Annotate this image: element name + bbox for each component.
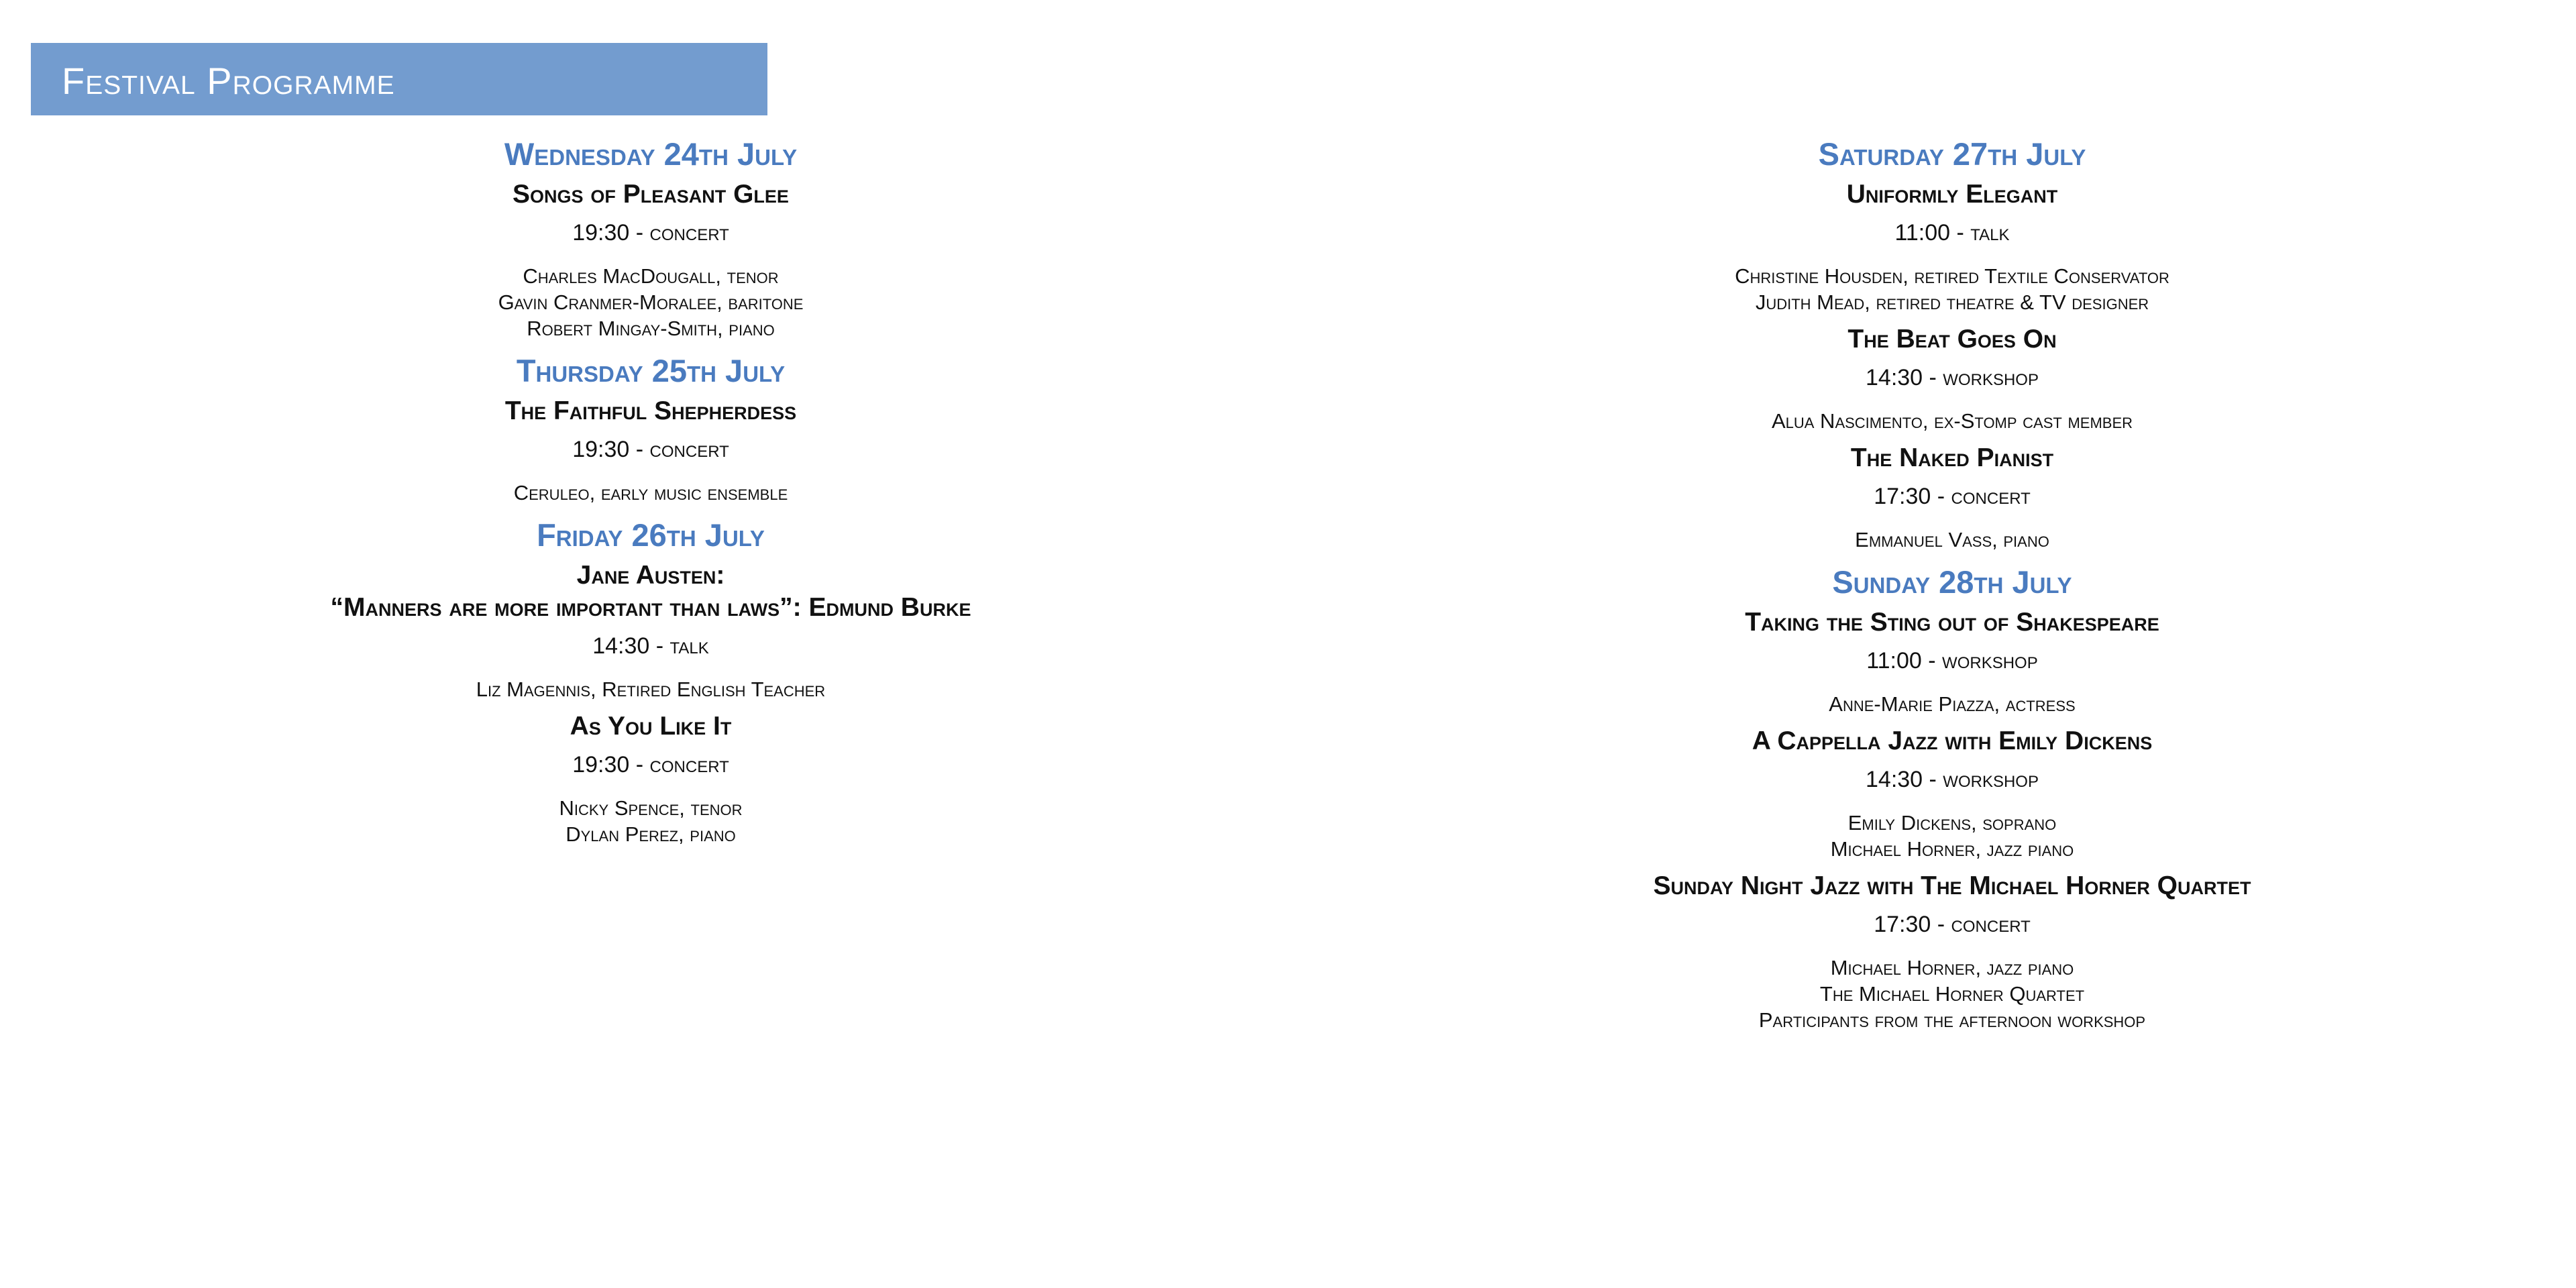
performer-line: Michael Horner, jazz piano bbox=[1830, 837, 2074, 861]
event-title bbox=[1610, 178, 2294, 211]
performer-list bbox=[309, 480, 993, 506]
event-entry bbox=[1610, 606, 2294, 717]
event-time: 11:00 - talk bbox=[1894, 220, 2010, 246]
performer-line: Christine Housden, retired Textile Conservator bbox=[1735, 264, 2169, 288]
event-entry bbox=[1610, 323, 2294, 434]
event-title-line: Taking the Sting out of Shakespeare bbox=[1745, 608, 2159, 637]
event-title-line: “Manners are more important than laws”: Edmund Burke bbox=[330, 593, 971, 622]
event-title-line: Uniformly Elegant bbox=[1846, 180, 2058, 209]
performer-list bbox=[1610, 527, 2294, 553]
event-time: 14:30 - talk bbox=[592, 633, 709, 659]
performer-line: Michael Horner, jazz piano bbox=[1830, 956, 2074, 979]
performer-line: Charles MacDougall, tenor bbox=[523, 264, 779, 288]
performer-line: Nicky Spence, tenor bbox=[559, 796, 743, 820]
event-entry bbox=[1610, 442, 2294, 553]
performer-line: Dylan Perez, piano bbox=[566, 822, 736, 846]
performer-line: Liz Magennis, Retired English Teacher bbox=[476, 678, 826, 701]
day-heading: Sunday 28th July bbox=[1832, 564, 2072, 600]
event-title-line: Sunday Night Jazz with The Michael Horner Quartet bbox=[1653, 871, 2251, 900]
event-title bbox=[1610, 725, 2294, 757]
performer-line: Judith Mead, retired theatre & TV designer bbox=[1755, 290, 2149, 314]
event-title-line: A Cappella Jazz with Emily Dickens bbox=[1752, 727, 2153, 755]
performer-list bbox=[1610, 691, 2294, 717]
performer-list bbox=[1610, 810, 2294, 862]
page-title: Festival Programme bbox=[62, 59, 395, 102]
performer-line: Emily Dickens, soprano bbox=[1847, 811, 2057, 835]
performer-line: Anne-Marie Piazza, actress bbox=[1829, 692, 2076, 716]
day-heading: Wednesday 24th July bbox=[504, 136, 798, 172]
event-title-line: Songs of Pleasant Glee bbox=[513, 180, 789, 209]
event-title bbox=[309, 395, 993, 427]
day-heading: Friday 26th July bbox=[537, 517, 765, 553]
event-time: 17:30 - concert bbox=[1874, 912, 2031, 937]
event-entry bbox=[309, 559, 993, 702]
event-time: 14:30 - workshop bbox=[1866, 365, 2039, 390]
performer-list bbox=[309, 795, 993, 847]
day-section bbox=[309, 350, 993, 506]
performer-list bbox=[1610, 263, 2294, 315]
event-title bbox=[1610, 323, 2294, 356]
event-title-line: As You Like It bbox=[570, 712, 732, 741]
event-entry bbox=[1610, 725, 2294, 862]
day-heading: Thursday 25th July bbox=[516, 353, 786, 388]
event-entry bbox=[309, 395, 993, 506]
left-column bbox=[309, 133, 993, 855]
event-title bbox=[1610, 606, 2294, 639]
performer-line: Participants from the afternoon workshop bbox=[1758, 1008, 2146, 1032]
event-title-line: Jane Austen: bbox=[576, 561, 725, 590]
event-time: 19:30 - concert bbox=[572, 437, 729, 462]
event-time: 14:30 - workshop bbox=[1866, 767, 2039, 792]
performer-line: The Michael Horner Quartet bbox=[1819, 982, 2085, 1006]
event-title-line: The Naked Pianist bbox=[1850, 443, 2054, 472]
right-column bbox=[1610, 133, 2294, 1041]
event-title bbox=[309, 559, 993, 624]
event-time: 19:30 - concert bbox=[572, 752, 729, 777]
performer-line: Alua Nascimento, ex-Stomp cast member bbox=[1771, 409, 2133, 433]
event-entry bbox=[1610, 178, 2294, 315]
day-heading: Saturday 27th July bbox=[1818, 136, 2086, 172]
performer-line: Robert Mingay-Smith, piano bbox=[527, 317, 775, 340]
event-time: 11:00 - workshop bbox=[1866, 648, 2038, 674]
event-title bbox=[1610, 870, 2294, 902]
event-title-line: The Beat Goes On bbox=[1847, 325, 2057, 354]
event-title bbox=[1610, 442, 2294, 474]
event-entry bbox=[309, 178, 993, 341]
event-time: 19:30 - concert bbox=[572, 220, 729, 246]
day-section bbox=[309, 514, 993, 847]
day-section bbox=[1610, 561, 2294, 1033]
performer-line: Emmanuel Vass, piano bbox=[1855, 528, 2049, 551]
programme-banner bbox=[31, 43, 767, 115]
performer-list bbox=[1610, 955, 2294, 1033]
event-title-line: The Faithful Shepherdess bbox=[504, 396, 797, 425]
event-title bbox=[309, 178, 993, 211]
event-time: 17:30 - concert bbox=[1874, 484, 2031, 509]
day-section bbox=[309, 133, 993, 341]
performer-line: Ceruleo, early music ensemble bbox=[513, 481, 788, 504]
performer-list bbox=[309, 263, 993, 341]
event-entry bbox=[1610, 870, 2294, 1033]
event-title bbox=[309, 710, 993, 743]
day-section bbox=[1610, 133, 2294, 553]
performer-list bbox=[1610, 408, 2294, 434]
performer-line: Gavin Cranmer-Moralee, baritone bbox=[498, 290, 804, 314]
performer-list bbox=[309, 676, 993, 702]
event-entry bbox=[309, 710, 993, 847]
